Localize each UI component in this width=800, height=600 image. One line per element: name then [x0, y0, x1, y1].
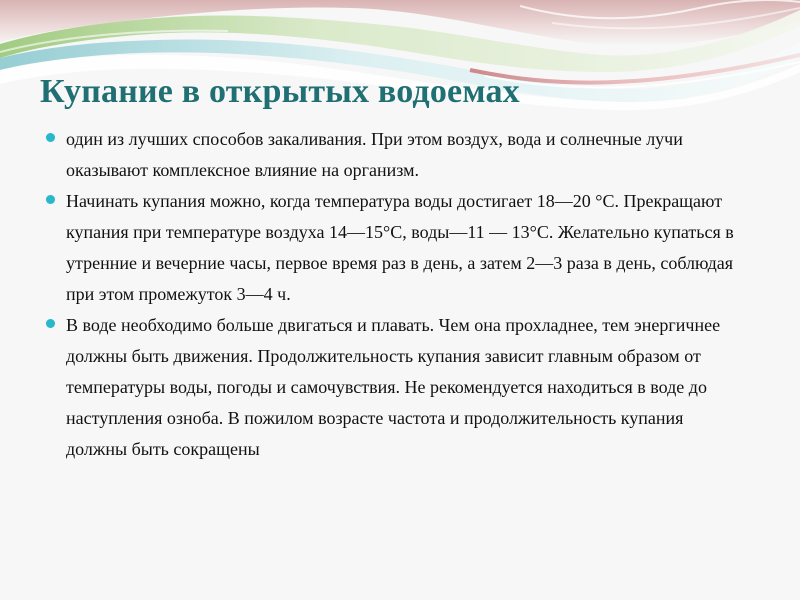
bullet-item-1: [46, 124, 736, 186]
bullet-text-3: В воде необходимо больше двигаться и плавать. Чем она прохладнее, тем энергичнее должны быть движения. Продолжительность купания зависит главным образом от температуры воды, погоды и самочувствия. Не рекомендуется находиться в воде до наступления озноба. В пожилом возрасте частота и продолжительность купания должны быть сокращены: [66, 315, 721, 459]
bullet-text-2: Начинать купания можно, когда температура воды достигает 18—20 °С. Прекращают купания при температуре воздуха 14—15°С, воды—11 — 13°С. Желательно купаться в утренние и вечерние часы, первое время раз в день, а затем 2—3 раза в день, соблюдая при этом промежуток 3—4 ч.: [66, 191, 734, 304]
bullet-list: [46, 124, 736, 465]
slide-title: Купание в открытых водоемах: [40, 73, 520, 110]
bullet-item-2: [46, 186, 736, 310]
bullet-dot-icon: [46, 319, 55, 328]
bullet-dot-icon: [46, 133, 55, 142]
bullet-dot-icon: [46, 195, 55, 204]
bullet-text-1: один из лучших способов закаливания. При этом воздух, вода и солнечные лучи оказывают комплексное влияние на организм.: [66, 129, 683, 180]
bullet-item-3: [46, 310, 736, 465]
